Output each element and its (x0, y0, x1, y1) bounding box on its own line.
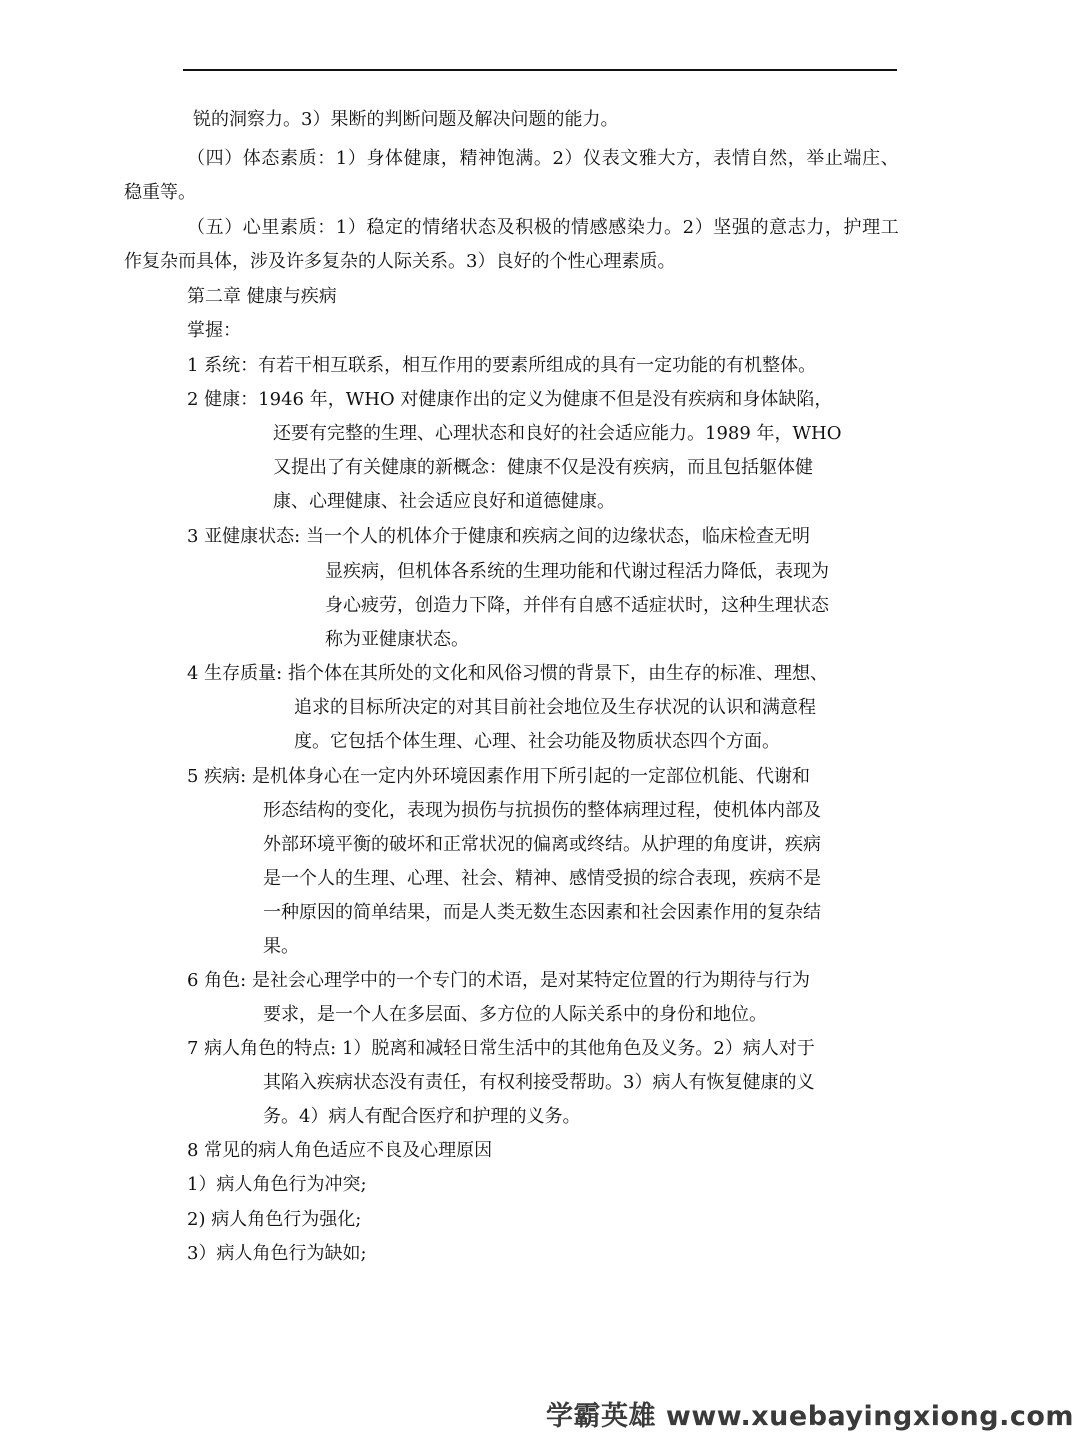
list-item: 3）病人角色行为缺如; (187, 1243, 367, 1264)
text-line: 追求的目标所决定的对其目前社会地位及生存状况的认识和满意程 (294, 697, 816, 718)
watermark: 学霸英雄 www.xuebayingxiong.com (546, 1401, 1075, 1432)
header-rule (183, 69, 897, 71)
text-line: 称为亚健康状态。 (325, 629, 469, 650)
text-line: （五）心里素质：1）稳定的情绪状态及积极的情感感染力。2）坚强的意志力，护理工 (187, 217, 900, 238)
text-line: 身心疲劳，创造力下降，并伴有自感不适症状时，这种生理状态 (325, 595, 829, 616)
text-line: 其陷入疾病状态没有责任，有权利接受帮助。3）病人有恢复健康的义 (263, 1072, 815, 1093)
text-line: 又提出了有关健康的新概念：健康不仅是没有疾病，而且包括躯体健 (273, 457, 813, 478)
text-line: 是一个人的生理、心理、社会、精神、感情受损的综合表现，疾病不是 (263, 868, 821, 889)
text-line: 还要有完整的生理、心理状态和良好的社会适应能力。1989 年，WHO (273, 423, 842, 444)
section-heading: 第二章 健康与疾病 (187, 286, 337, 307)
list-item: 2 健康：1946 年，WHO 对健康作出的定义为健康不但是没有疾病和身体缺陷， (187, 389, 833, 410)
text-line: 掌握： (187, 320, 241, 341)
text-line: 显疾病，但机体各系统的生理功能和代谢过程活力降低，表现为 (325, 561, 829, 582)
list-item: 1）病人角色行为冲突; (187, 1174, 367, 1195)
text-line: 作复杂而具体，涉及许多复杂的人际关系。3）良好的个性心理素质。 (124, 251, 676, 272)
text-line: 锐的洞察力。3）果断的判断问题及解决问题的能力。 (193, 109, 619, 130)
text-line: 一种原因的简单结果，而是人类无数生态因素和社会因素作用的复杂结 (263, 902, 821, 923)
list-item: 1 系统：有若干相互联系，相互作用的要素所组成的具有一定功能的有机整体。 (187, 355, 817, 376)
text-line: （四）体态素质：1）身体健康，精神饱满。2）仪表文雅大方，表情自然，举止端庄、 (187, 148, 900, 169)
text-line: 康、心理健康、社会适应良好和道德健康。 (273, 491, 615, 512)
list-item: 2) 病人角色行为强化; (187, 1209, 362, 1230)
list-item: 4 生存质量: 指个体在其所处的文化和风俗习惯的背景下，由生存的标准、理想、 (187, 663, 828, 684)
list-item: 5 疾病: 是机体身心在一定内外环境因素作用下所引起的一定部位机能、代谢和 (187, 766, 810, 787)
text-line: 要求，是一个人在多层面、多方位的人际关系中的身份和地位。 (263, 1004, 767, 1025)
text-line: 度。它包括个体生理、心理、社会功能及物质状态四个方面。 (294, 731, 780, 752)
text-line: 形态结构的变化，表现为损伤与抗损伤的整体病理过程，使机体内部及 (263, 800, 821, 821)
text-line: 外部环境平衡的破坏和正常状况的偏离或终结。从护理的角度讲，疾病 (263, 834, 821, 855)
text-line: 务。4）病人有配合医疗和护理的义务。 (263, 1106, 581, 1127)
list-item: 3 亚健康状态: 当一个人的机体介于健康和疾病之间的边缘状态，临床检查无明 (187, 526, 810, 547)
list-item: 8 常见的病人角色适应不良及心理原因 (187, 1140, 493, 1161)
list-item: 6 角色: 是社会心理学中的一个专门的术语，是对某特定位置的行为期待与行为 (187, 970, 810, 991)
list-item: 7 病人角色的特点: 1）脱离和减轻日常生活中的其他角色及义务。2）病人对于 (187, 1038, 815, 1059)
text-line: 果。 (263, 936, 299, 957)
text-line: 稳重等。 (124, 182, 196, 203)
